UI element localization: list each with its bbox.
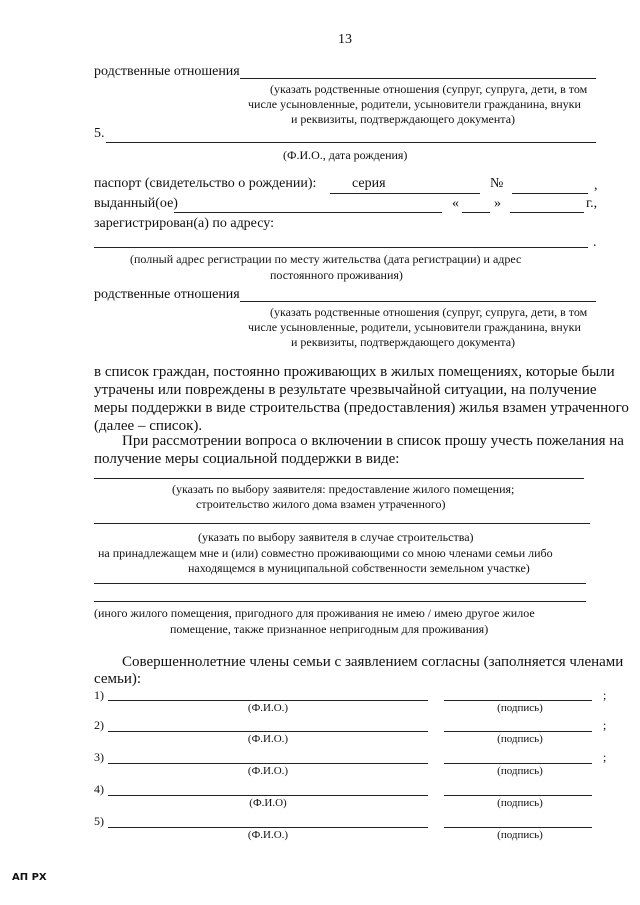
fio-birthdate-line [106, 142, 596, 143]
issued-by-line [174, 212, 442, 213]
relationship-field-line [240, 78, 596, 79]
housing-line [94, 583, 586, 584]
support-type-hint-line2: строительство жилого дома взамен утраченного) [196, 497, 446, 511]
address-line [94, 247, 588, 248]
housing-hint-line1: (иного жилого помещения, пригодного для проживания не имею / имею другое жилое [94, 606, 535, 620]
family-signature-line [444, 827, 592, 828]
relationship-label: родственные отношения [94, 64, 240, 79]
address-hint-line2: постоянного проживания) [270, 268, 403, 282]
period-mark: . [593, 235, 597, 250]
paragraph-line: утрачены или повреждены в результате чрезвычайной ситуации, на получение [94, 382, 597, 398]
family-fio-line [108, 763, 428, 764]
fio-caption: (Ф.И.О.) [247, 733, 289, 745]
signature-caption: (подпись) [497, 797, 543, 809]
row-end-mark: ; [603, 750, 607, 764]
signature-caption: (подпись) [497, 733, 543, 745]
support-type-hint-line1: (указать по выбору заявителя: предоставление жилого помещения; [172, 482, 515, 496]
fio-caption: (Ф.И.О) [249, 797, 287, 809]
relationship-hint-line1: (указать родственные отношения (супруг, супруга, дети, в том [270, 82, 588, 96]
fio-birthdate-hint: (Ф.И.О., дата рождения) [283, 148, 408, 162]
family-fio-line [108, 827, 428, 828]
family-row-number: 5) [94, 814, 104, 828]
row-end-mark: ; [603, 718, 607, 732]
family-signature-line [444, 763, 592, 764]
relationship-field-line [240, 301, 596, 302]
year-suffix: г., [586, 196, 598, 211]
family-signature-line [444, 795, 592, 796]
relationship-hint-line2: числе усыновленные, родители, усыновители гражданина, внуки [248, 97, 581, 111]
person-number: 5. [94, 126, 105, 141]
relationship-hint-line1: (указать родственные отношения (супруг, супруга, дети, в том [270, 305, 588, 319]
signature-caption: (подпись) [497, 829, 543, 841]
registered-label: зарегистрирован(а) по адресу: [94, 216, 274, 231]
page-number: 13 [338, 32, 352, 47]
date-quote-close: » [494, 196, 501, 211]
family-row-number: 1) [94, 688, 104, 702]
address-hint-line1: (полный адрес регистрации по месту жительства (дата регистрации) и адрес [130, 252, 522, 266]
passport-label: паспорт (свидетельство о рождении): [94, 176, 317, 191]
support-type-line [94, 478, 584, 479]
family-heading-line1: Совершеннолетние члены семьи с заявлением согласны (заполняется членами [122, 654, 624, 670]
paragraph-line: в список граждан, постоянно проживающих в жилых помещениях, которые были [94, 364, 615, 380]
family-row-number: 2) [94, 718, 104, 732]
family-fio-line [108, 795, 428, 796]
day-field-line [462, 212, 490, 213]
paragraph-line: (далее – список). [94, 418, 203, 434]
family-row-number: 3) [94, 750, 104, 764]
housing-line [94, 601, 586, 602]
passport-number-label: № [490, 176, 504, 191]
relationship-hint-line3: и реквизиты, подтверждающего документа) [291, 112, 516, 126]
construction-hint-line1: (указать по выбору заявителя в случае строительства) [198, 530, 474, 544]
signature-caption: (подпись) [497, 765, 543, 777]
relationship-hint-line2: числе усыновленные, родители, усыновители гражданина, внуки [248, 320, 581, 334]
row-end-mark: ; [603, 688, 607, 702]
relationship-hint-line3: и реквизиты, подтверждающего документа) [291, 335, 516, 349]
construction-hint-line2: на принадлежащем мне и (или) совместно проживающими со мною членами семьи либо [98, 546, 553, 560]
comma-mark: , [594, 178, 598, 193]
family-fio-line [108, 700, 428, 701]
construction-choice-line [94, 523, 590, 524]
fio-caption: (Ф.И.О.) [247, 702, 289, 714]
housing-hint-line2: помещение, также признанное непригодным для проживания) [170, 622, 489, 636]
month-field-line [510, 212, 584, 213]
fio-caption: (Ф.И.О.) [247, 765, 289, 777]
date-quote-open: « [452, 196, 459, 211]
fio-caption: (Ф.И.О.) [247, 829, 289, 841]
issued-by-label: выданный(ое) [94, 196, 178, 211]
passport-number-line [512, 193, 588, 194]
paragraph-line: При рассмотрении вопроса о включении в список прошу учесть пожелания на [122, 433, 624, 449]
family-heading-line2: семьи): [94, 671, 142, 687]
paragraph-line: меры поддержки в виде строительства (предоставления) жилья взамен утраченного [94, 400, 629, 416]
family-row-number: 4) [94, 782, 104, 796]
family-fio-line [108, 731, 428, 732]
relationship-label: родственные отношения [94, 287, 240, 302]
construction-hint-line3: находящемся в муниципальной собственности земельном участке) [188, 561, 530, 575]
series-field-line [330, 193, 480, 194]
family-signature-line [444, 731, 592, 732]
family-signature-line [444, 700, 592, 701]
paragraph-line: получение меры социальной поддержки в виде: [94, 451, 400, 467]
footer-code: АП РХ [12, 872, 47, 883]
series-label: серия [352, 176, 386, 191]
signature-caption: (подпись) [497, 702, 543, 714]
